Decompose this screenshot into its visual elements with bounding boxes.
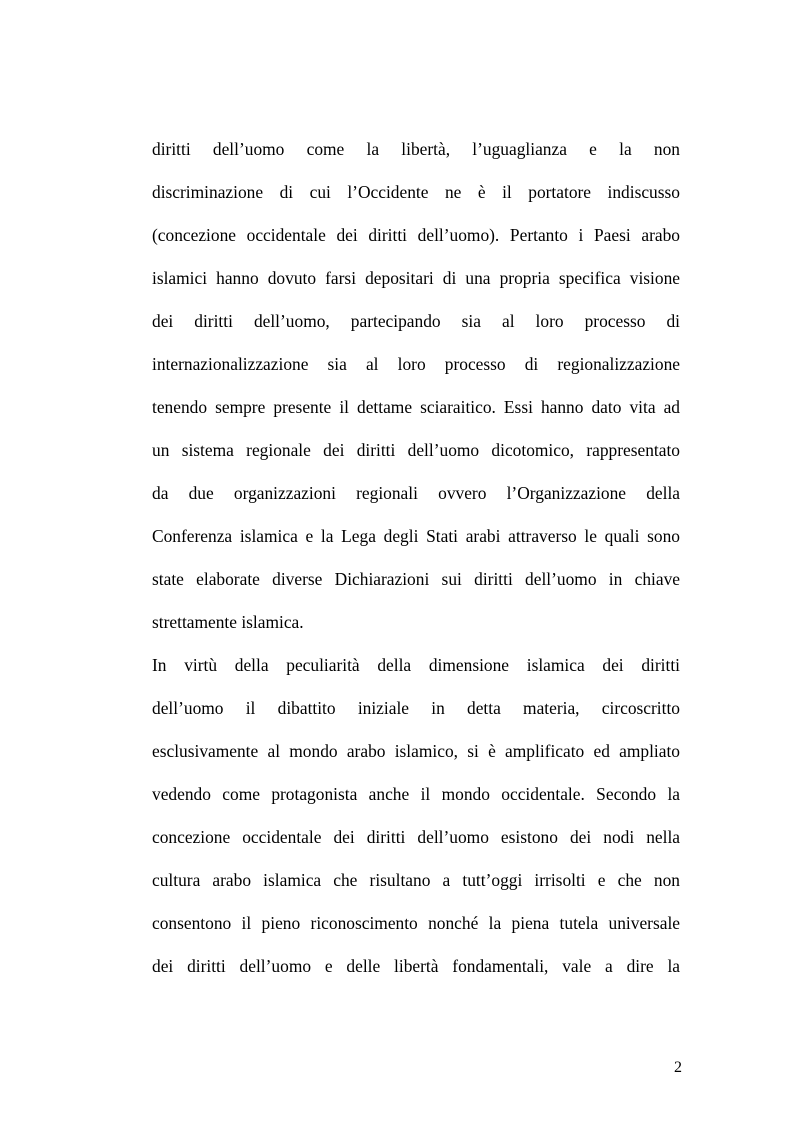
text-line: dell’uomo il dibattito iniziale in detta materia, circoscritto <box>152 698 680 718</box>
text-line: (concezione occidentale dei diritti dell’uomo). Pertanto i Paesi arabo <box>152 225 680 245</box>
page-number: 2 <box>674 1059 682 1076</box>
text-line: concezione occidentale dei diritti dell’uomo esistono dei nodi nella <box>152 827 680 847</box>
text-line: internazionalizzazione sia al loro processo di regionalizzazione <box>152 354 680 374</box>
text-line: state elaborate diverse Dichiarazioni sui diritti dell’uomo in chiave <box>152 569 680 589</box>
text-line: consentono il pieno riconoscimento nonché la piena tutela universale <box>152 913 680 933</box>
text-line: un sistema regionale dei diritti dell’uomo dicotomico, rappresentato <box>152 440 680 460</box>
text-line: islamici hanno dovuto farsi depositari di una propria specifica visione <box>152 268 680 288</box>
text-line: Conferenza islamica e la Lega degli Stati arabi attraverso le quali sono <box>152 526 680 546</box>
text-line: cultura arabo islamica che risultano a tutt’oggi irrisolti e che non <box>152 870 680 890</box>
text-line: strettamente islamica. <box>152 612 304 632</box>
text-line: da due organizzazioni regionali ovvero l’Organizzazione della <box>152 483 680 503</box>
text-line: dei diritti dell’uomo e delle libertà fondamentali, vale a dire la <box>152 956 680 976</box>
text-line: diritti dell’uomo come la libertà, l’uguaglianza e la non <box>152 139 680 159</box>
text-line: In virtù della peculiarità della dimensione islamica dei diritti <box>152 655 680 675</box>
text-line: tenendo sempre presente il dettame sciaraitico. Essi hanno dato vita ad <box>152 397 680 417</box>
text-line: vedendo come protagonista anche il mondo occidentale. Secondo la <box>152 784 680 804</box>
body-text <box>152 128 680 988</box>
text-line: dei diritti dell’uomo, partecipando sia al loro processo di <box>152 311 680 331</box>
text-line: discriminazione di cui l’Occidente ne è il portatore indiscusso <box>152 182 680 202</box>
text-line: esclusivamente al mondo arabo islamico, si è amplificato ed ampliato <box>152 741 680 761</box>
